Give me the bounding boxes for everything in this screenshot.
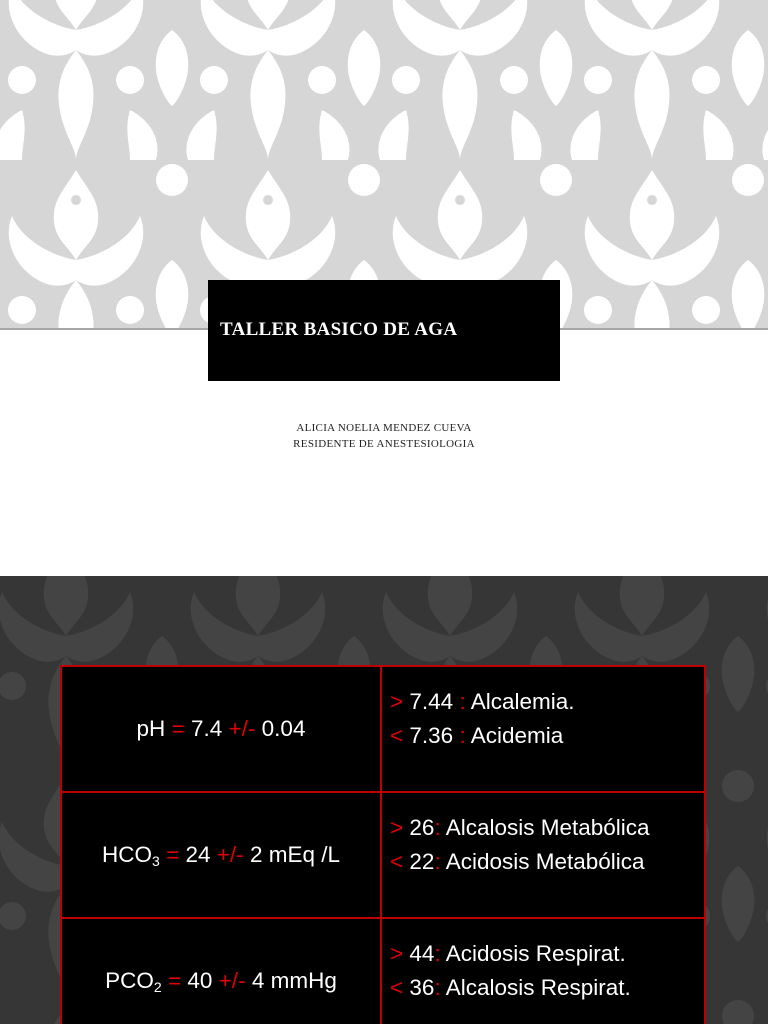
normal-value-cell bbox=[61, 666, 381, 792]
equals-sign: = bbox=[167, 967, 182, 993]
normal-value-cell bbox=[61, 918, 381, 1024]
low-value: 22 bbox=[409, 849, 435, 874]
greater-than: > bbox=[390, 941, 404, 966]
equals-sign: = bbox=[166, 841, 180, 867]
colon: : bbox=[453, 723, 466, 748]
less-than: < bbox=[390, 723, 404, 748]
normal-value: 24 bbox=[185, 841, 211, 867]
greater-than: > bbox=[390, 689, 404, 714]
table-row bbox=[61, 918, 705, 1024]
slide-title: TALLER BASICO DE AGA bbox=[220, 318, 458, 340]
tolerance: 4 mmHg bbox=[251, 967, 337, 993]
high-line bbox=[390, 685, 704, 719]
low-label: Acidemia bbox=[470, 723, 564, 748]
author-name: ALICIA NOELIA MENDEZ CUEVA bbox=[296, 422, 472, 434]
low-label: Alcalosis Respirat. bbox=[445, 975, 631, 1000]
high-line bbox=[390, 811, 704, 845]
plus-minus: +/- bbox=[218, 967, 246, 993]
colon: : bbox=[434, 849, 441, 874]
low-value: 36 bbox=[409, 975, 435, 1000]
normal-value: 7.4 bbox=[190, 715, 223, 741]
plus-minus: +/- bbox=[228, 715, 256, 741]
low-value: 7.36 bbox=[409, 723, 454, 748]
high-label: Alcalosis Metabólica bbox=[445, 815, 650, 840]
interpretation-cell bbox=[381, 666, 705, 792]
greater-than: > bbox=[390, 815, 404, 840]
param-name: HCO bbox=[102, 841, 153, 867]
low-label: Acidosis Metabólica bbox=[445, 849, 645, 874]
high-value: 26 bbox=[409, 815, 435, 840]
normal-value-cell bbox=[61, 792, 381, 918]
param-subscript: 2 bbox=[153, 978, 162, 995]
less-than: < bbox=[390, 849, 404, 874]
less-than: < bbox=[390, 975, 404, 1000]
table-row bbox=[61, 666, 705, 792]
low-line bbox=[390, 971, 704, 1005]
param-name: pH bbox=[136, 715, 166, 741]
title-box bbox=[208, 280, 560, 381]
tolerance: 0.04 bbox=[261, 715, 306, 741]
table-row bbox=[61, 792, 705, 918]
high-value: 44 bbox=[409, 941, 435, 966]
high-value: 7.44 bbox=[409, 689, 454, 714]
low-line bbox=[390, 845, 704, 879]
high-line bbox=[390, 937, 704, 971]
subtitle-block bbox=[0, 420, 768, 452]
tolerance: 2 mEq /L bbox=[249, 841, 340, 867]
aga-values-table bbox=[60, 665, 706, 1024]
colon: : bbox=[434, 941, 441, 966]
colon: : bbox=[434, 975, 441, 1000]
equals-sign: = bbox=[171, 715, 185, 741]
colon: : bbox=[434, 815, 441, 840]
author-role: RESIDENTE DE ANESTESIOLOGIA bbox=[293, 438, 475, 450]
high-label: Acidosis Respirat. bbox=[445, 941, 626, 966]
param-subscript: 3 bbox=[152, 852, 160, 869]
values-slide bbox=[0, 576, 768, 1024]
interpretation-cell bbox=[381, 918, 705, 1024]
plus-minus: +/- bbox=[216, 841, 244, 867]
damask-pattern-light bbox=[0, 0, 768, 328]
interpretation-cell bbox=[381, 792, 705, 918]
param-name: PCO bbox=[105, 967, 154, 993]
high-label: Alcalemia. bbox=[470, 689, 575, 714]
colon: : bbox=[453, 689, 466, 714]
normal-value: 40 bbox=[187, 967, 213, 993]
low-line bbox=[390, 719, 704, 753]
